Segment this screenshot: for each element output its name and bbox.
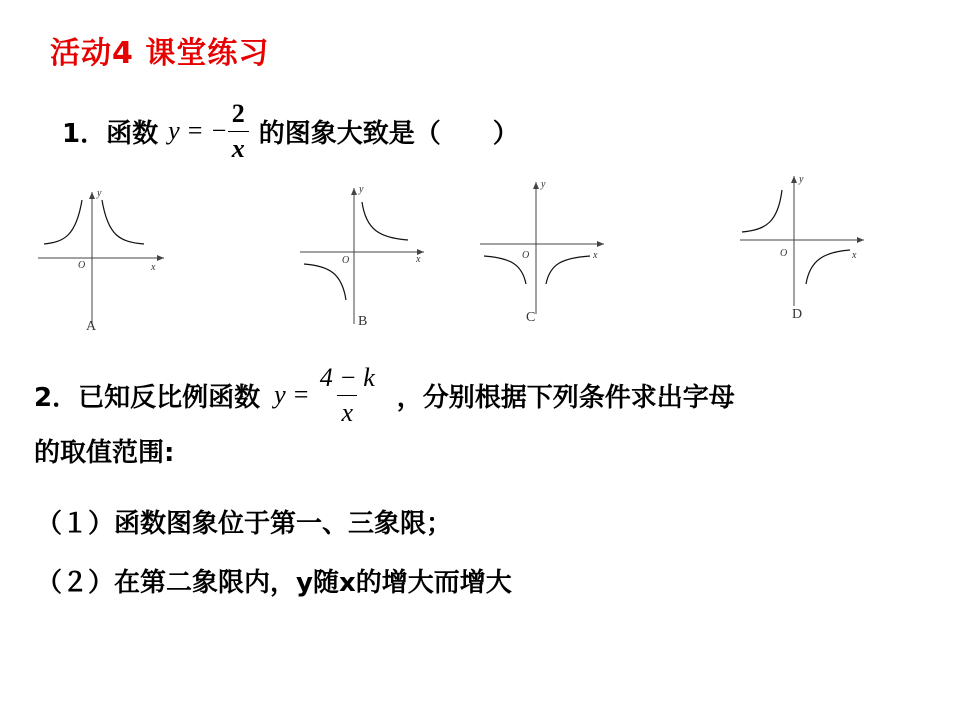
question-1-prefix: 1．函数: [62, 118, 159, 149]
question-1-eq-lhs: y = −: [168, 116, 228, 145]
question-2-denominator: x: [337, 395, 357, 428]
question-1-fraction: [228, 99, 249, 164]
graph-b-label: B: [358, 314, 368, 329]
graph-option-a[interactable]: [34, 186, 174, 336]
graph-option-c[interactable]: [476, 178, 616, 328]
question-2-line-2: 的取值范围:: [34, 438, 175, 468]
question-2-prefix: 2．已知反比例函数: [34, 382, 261, 413]
question-2-eq-lhs: y =: [274, 380, 310, 409]
graph-c-origin: O: [522, 250, 530, 261]
question-1-suffix: 的图象大致是（ ）: [258, 118, 519, 149]
graph-d-x-label: x: [852, 250, 857, 261]
graph-a-origin: O: [78, 260, 86, 271]
graph-c-x-label: x: [593, 250, 598, 261]
question-2-numerator: 4 − k: [319, 362, 375, 392]
question-2-suffix: ，分别根据下列条件求出字母: [396, 382, 735, 413]
graph-a-label: A: [86, 319, 97, 334]
graph-b-x-label: x: [416, 254, 421, 265]
graph-b-y-label: y: [359, 184, 364, 195]
question-1: [62, 100, 519, 162]
question-1-numerator: 2: [231, 98, 245, 128]
condition-2: （２）在第二象限内，y随x的增大而增大: [36, 568, 512, 598]
activity-title: 活动4 课堂练习: [50, 36, 270, 71]
graph-d-label: D: [792, 307, 803, 322]
graph-a-x-label: x: [151, 262, 156, 273]
graph-d-y-label: y: [799, 174, 804, 185]
graph-d-origin: O: [780, 248, 788, 259]
graph-c-y-label: y: [541, 179, 546, 190]
graph-a-y-label: y: [97, 188, 102, 199]
graph-c-label: C: [526, 310, 536, 325]
graph-option-b[interactable]: [296, 184, 436, 334]
question-2: [34, 360, 735, 430]
graph-b-origin: O: [342, 255, 350, 266]
question-2-fraction: [316, 363, 379, 428]
question-1-denominator: x: [228, 131, 249, 164]
condition-1: （１）函数图象位于第一、三象限；: [36, 509, 453, 539]
graph-option-d[interactable]: [736, 172, 876, 322]
